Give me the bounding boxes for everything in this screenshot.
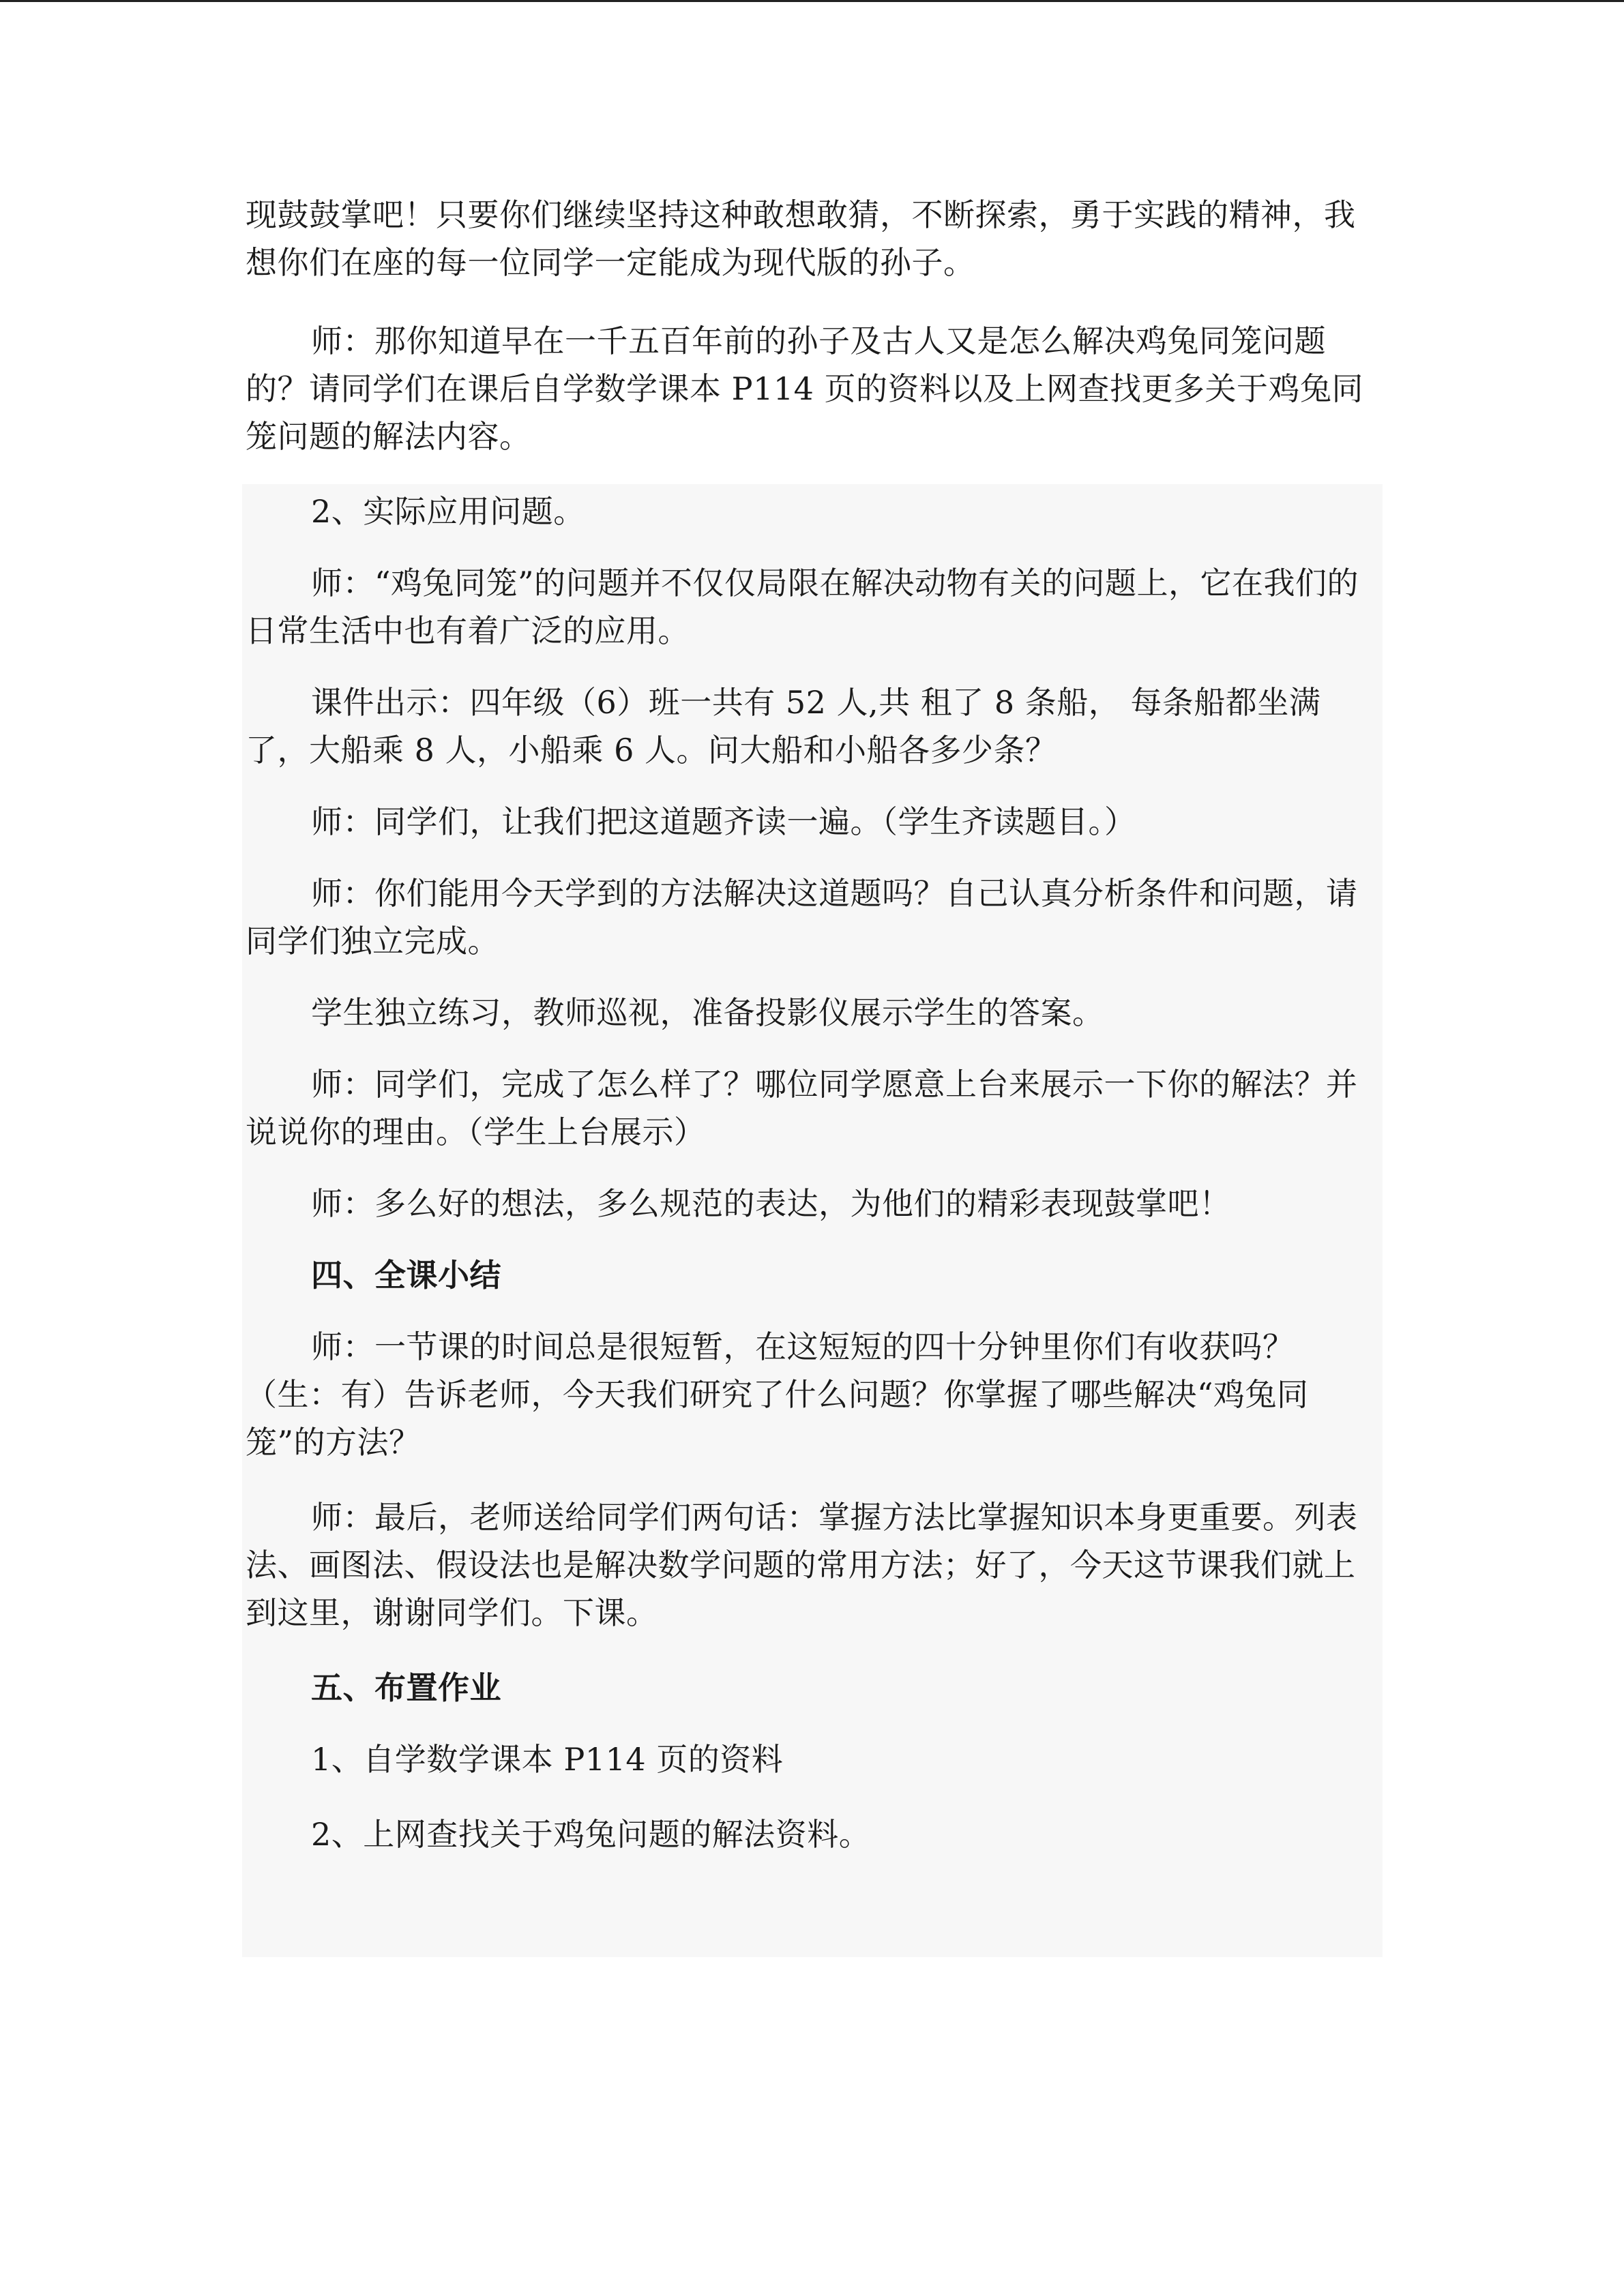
paragraph-closing-praise: 现鼓鼓掌吧！只要你们继续坚持这种敢想敢猜，不断探索，勇于实践的精神，我想你们在座的每一位同学一定能成为现代版的孙子。 xyxy=(246,196,1356,281)
homework-item-1: 1、自学数学课本 P114 页的资料 xyxy=(311,1741,784,1778)
paragraph-teacher-application: 师：“鸡兔同笼”的问题并不仅仅局限在解决动物有关的问题上，它在我们的日常生活中也有着广泛的应用。 xyxy=(246,565,1359,649)
paragraph-summary-question: 师：一节课的时间总是很短暂，在这短短的四十分钟里你们有收获吗？（生：有）告诉老师，今天我们研究了什么问题？你掌握了哪些解决“鸡兔同笼”的方法？ xyxy=(246,1328,1309,1461)
heading-homework: 五、布置作业 xyxy=(311,1669,501,1706)
homework-item-2: 2、上网查找关于鸡兔问题的解法资料。 xyxy=(311,1816,871,1853)
paragraph-practical-problems: 2、实际应用问题。 xyxy=(311,493,585,530)
paragraph-teacher-praise: 师：多么好的想法，多么规范的表达，为他们的精彩表现鼓掌吧！ xyxy=(311,1185,1231,1222)
paragraph-read-aloud: 师：同学们，让我们把这道题齐读一遍。（学生齐读题目。） xyxy=(311,803,1136,840)
paragraph-closing-words: 师：最后，老师送给同学们两句话：掌握方法比掌握知识本身更重要。列表法、画图法、假设法也是解决数学问题的常用方法；好了，今天这节课我们就上到这里，谢谢同学们。下课。 xyxy=(246,1499,1358,1631)
heading-lesson-summary: 四、全课小结 xyxy=(311,1257,501,1294)
paragraph-student-practice: 学生独立练习，教师巡视，准备投影仪展示学生的答案。 xyxy=(311,994,1104,1031)
paragraph-present-solution: 师：同学们，完成了怎么样了？哪位同学愿意上台来展示一下你的解法？并说说你的理由。（学生上台展示） xyxy=(246,1066,1358,1150)
paragraph-courseware-problem: 课件出示：四年级（6）班一共有 52 人,共 租了 8 条船， 每条船都坐满了，大船乘 8 人，小船乘 6 人。问大船和小船各多少条？ xyxy=(246,684,1321,769)
paragraph-solve-independently: 师：你们能用今天学到的方法解决这道题吗？自己认真分析条件和问题，请同学们独立完成。 xyxy=(246,875,1358,959)
top-border-line xyxy=(0,0,1624,2)
paragraph-teacher-history: 师：那你知道早在一千五百年前的孙子及古人又是怎么解决鸡兔同笼问题的？请同学们在课后自学数学课本 P114 页的资料以及上网查找更多关于鸡兔同笼问题的解法内容。 xyxy=(246,323,1363,455)
